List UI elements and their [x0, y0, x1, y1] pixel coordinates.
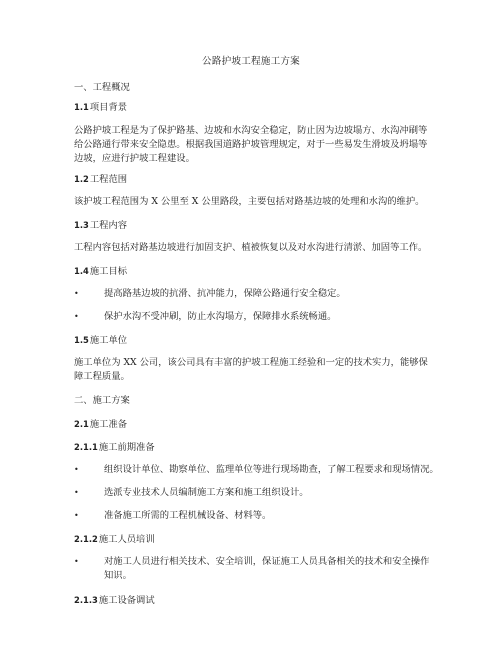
list-item: • 选派专业技术人员编制施工方案和施工组织设计。	[74, 487, 309, 498]
subsection-title: 项目背景	[89, 102, 128, 113]
section-1-heading: 一、工程概况	[74, 82, 130, 93]
subsection-title: 施工准备	[89, 419, 128, 430]
subsection-number: 2.1.1	[74, 442, 98, 452]
paragraph-project-content: 工程内容包括对路基边坡进行加固支护、植被恢复以及对水沟进行清淤、加固等工作。	[74, 242, 428, 253]
subsection-title: 工程范围	[89, 174, 128, 185]
subsection-2-1-heading	[74, 417, 436, 432]
paragraph-construction-unit: 施工单位为 XX 公司，该公司具有丰富的护坡工程施工经验和一定的技术实力，能够保障工程质量。	[74, 357, 428, 382]
subsection-number: 2.1.3	[74, 595, 98, 605]
list-item: • 准备施工所需的工程机械设备、材料等。	[74, 510, 272, 521]
document-title: 公路护坡工程施工方案	[202, 56, 300, 67]
list-item: • 提高路基边坡的抗滑、抗冲能力，保障公路通行安全稳定。	[74, 288, 346, 299]
subsection-2-1-3-heading	[74, 593, 436, 608]
subsection-title: 施工目标	[89, 266, 128, 277]
subsection-number: 1.2	[74, 174, 89, 184]
subsection-number: 1.4	[74, 266, 89, 276]
subsection-title: 工程内容	[89, 220, 128, 231]
list-item: • 对施工人员进行相关技术、安全培训，保证施工人员具备相关的技术和安全操作知识。	[74, 556, 430, 581]
subsection-number: 1.3	[74, 220, 89, 230]
paragraph-project-scope: 该护坡工程范围为 X 公里至 X 公里路段，主要包括对路基边坡的处理和水沟的维护。	[74, 196, 425, 207]
subsection-number: 2.1	[74, 419, 89, 429]
subsection-1-4-heading	[74, 264, 436, 279]
bullet-icon: •	[74, 289, 79, 298]
subsection-number: 2.1.2	[74, 534, 98, 544]
subsection-1-5-heading	[74, 333, 436, 348]
bullet-icon: •	[74, 557, 79, 566]
bullet-icon: •	[74, 312, 79, 321]
section-2-heading: 二、施工方案	[74, 395, 130, 406]
list-item: • 组织设计单位、勘察单位、监理单位等进行现场勘查，了解工程要求和现场情况。	[74, 464, 439, 475]
subsection-number: 1.5	[74, 335, 89, 345]
bullet-icon: •	[74, 465, 79, 474]
subsection-2-1-1-heading	[74, 440, 436, 455]
subsection-title: 施工人员培训	[98, 534, 155, 545]
bullet-icon: •	[74, 511, 79, 520]
subsection-number: 1.1	[74, 102, 89, 112]
list-item: • 保护水沟不受冲刷，防止水沟塌方，保障排水系统畅通。	[74, 311, 337, 322]
subsection-title: 施工前期准备	[98, 442, 155, 453]
subsection-1-1-heading	[74, 100, 436, 115]
paragraph-project-background: 公路护坡工程是为了保护路基、边坡和水沟安全稳定，防止因为边坡塌方、水沟冲刷等给公路通行带来安全隐患。根据我国道路护坡管理规定，对于一些易发生滑坡及坍塌等边坡，应进行护坡工程建设。	[74, 125, 428, 164]
subsection-title: 施工设备调试	[98, 595, 155, 606]
bullet-icon: •	[74, 488, 79, 497]
subsection-2-1-2-heading	[74, 532, 436, 547]
subsection-title: 施工单位	[89, 335, 128, 346]
subsection-1-3-heading	[74, 218, 436, 233]
subsection-1-2-heading	[74, 172, 436, 187]
